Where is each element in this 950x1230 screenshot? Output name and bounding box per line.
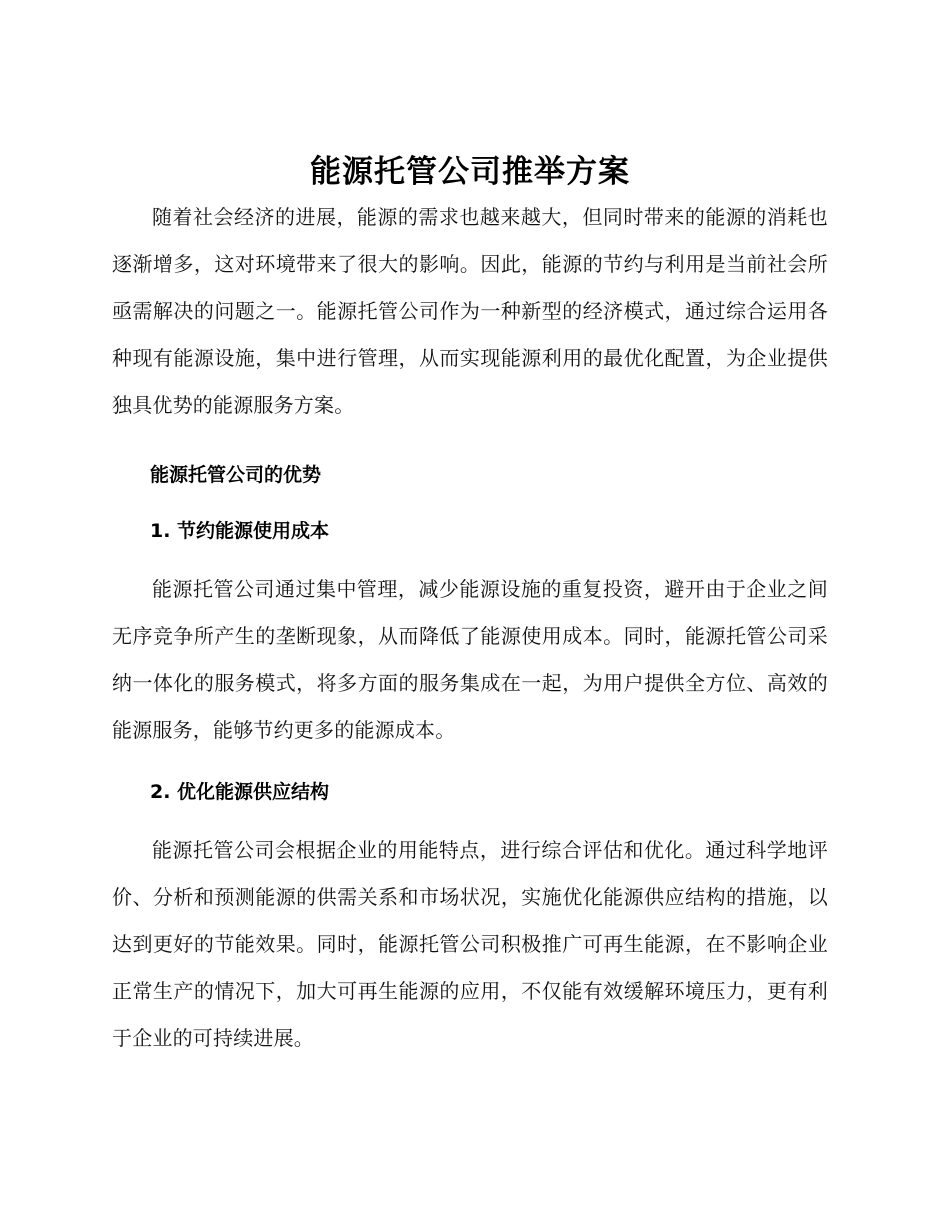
document-page (112, 150, 828, 1062)
section-heading-advantages: 能源托管公司的优势 (150, 464, 322, 486)
subsection-heading-supply: 2. 优化能源供应结构 (150, 781, 330, 803)
subsection-heading-cost: 1. 节约能源使用成本 (150, 520, 330, 542)
subsection-paragraph-supply: 能源托管公司会根据企业的用能特点，进行综合评估和优化。通过科学地评价、分析和预测能源的供需关系和市场状况，实施优化能源供应结构的措施，以达到更好的节能效果。同时，能源托管公司积极推广可再生能源，在不影响企业正常生产的情况下，加大可再生能源的应用，不仅能有效缓解环境压力，更有利于企业的可持续进展。 (112, 838, 828, 1050)
subsection-paragraph-cost: 能源托管公司通过集中管理，减少能源设施的重复投资，避开由于企业之间无序竞争所产生的垄断现象，从而降低了能源使用成本。同时，能源托管公司采纳一体化的服务模式，将多方面的服务集成在一起，为用户提供全方位、高效的能源服务，能够节约更多的能源成本。 (112, 577, 828, 742)
intro-paragraph: 随着社会经济的进展，能源的需求也越来越大，但同时带来的能源的消耗也逐渐增多，这对环境带来了很大的影响。因此，能源的节约与利用是当前社会所亟需解决的问题之一。能源托管公司作为一种新型的经济模式，通过综合运用各种现有能源设施，集中进行管理，从而实现能源利用的最优化配置，为企业提供独具优势的能源服务方案。 (112, 205, 828, 417)
document-title: 能源托管公司推举方案 (310, 154, 630, 190)
